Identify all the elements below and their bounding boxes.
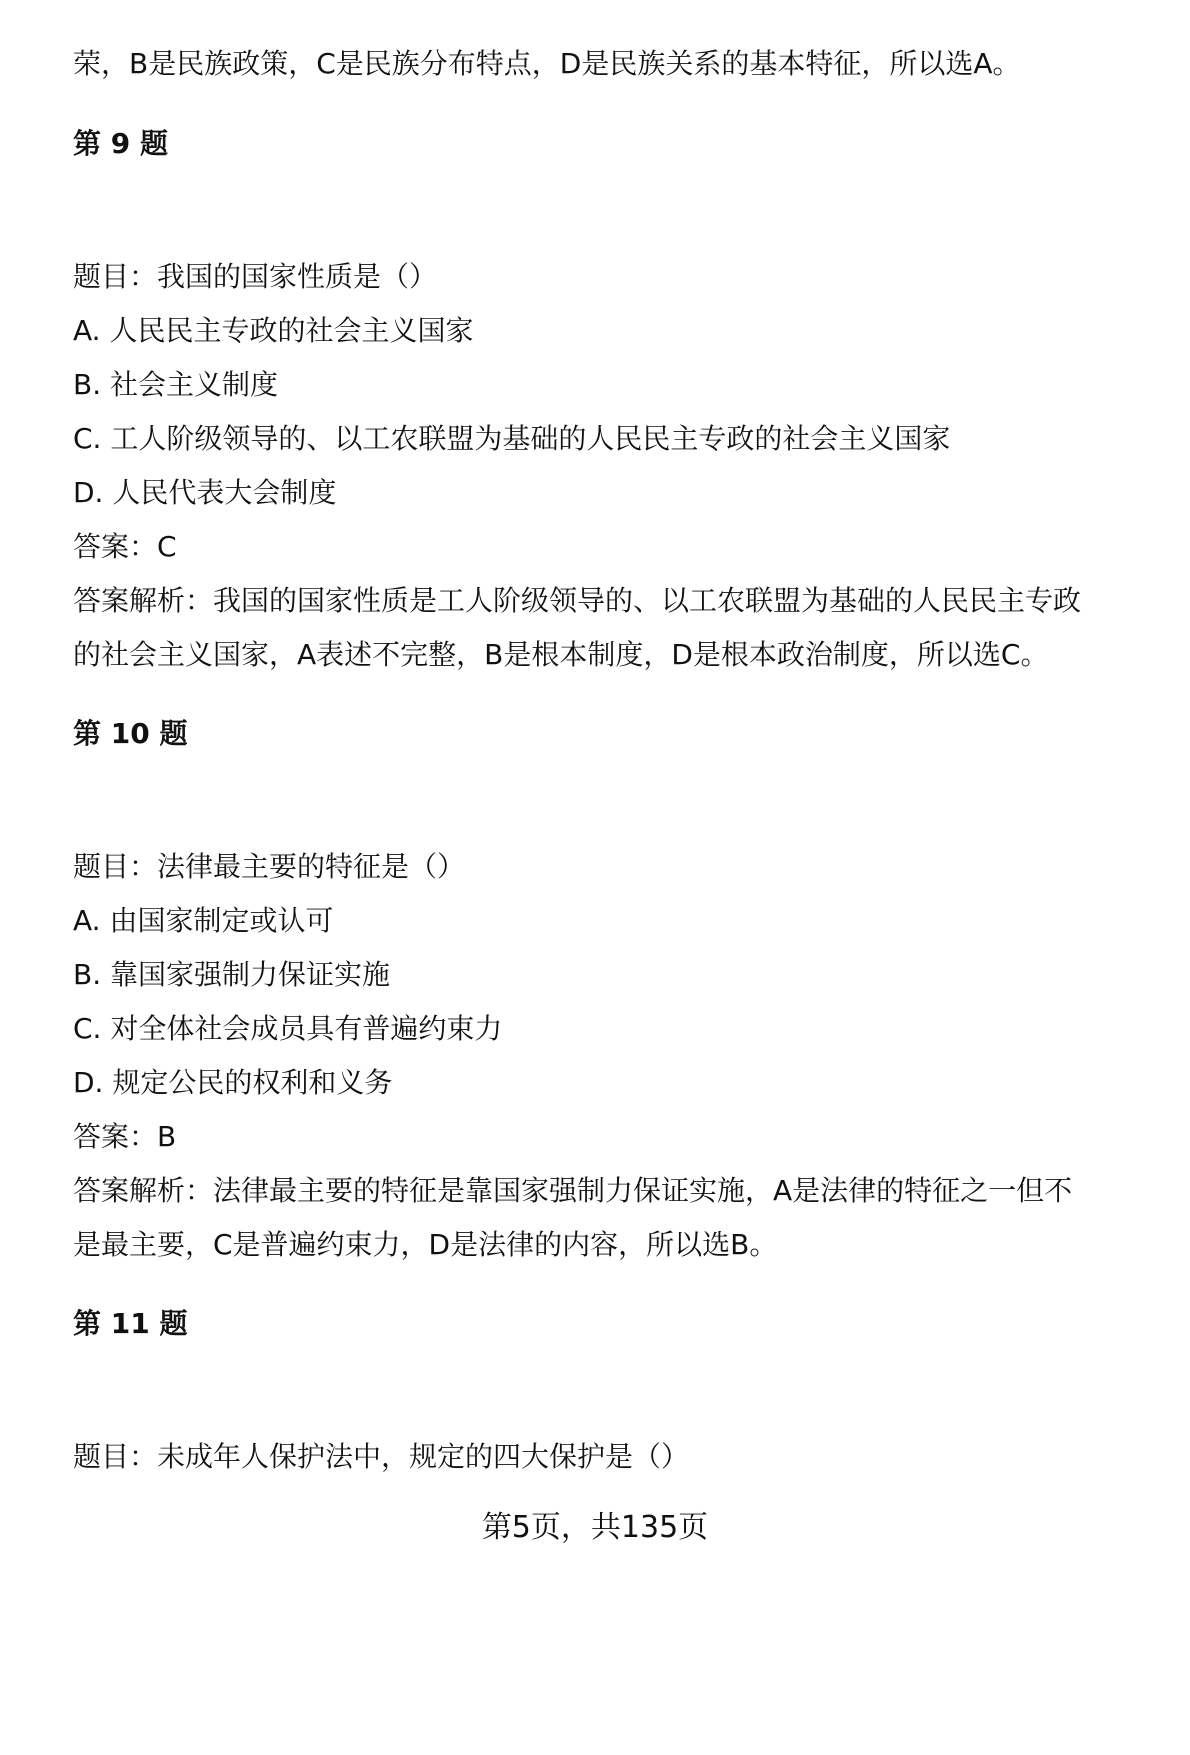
question-10-option-a: A. 由国家制定或认可 [73,904,334,937]
question-9-option-c: C. 工人阶级领导的、以工农联盟为基础的人民民主专政的社会主义国家 [73,422,951,455]
question-9-analysis-line-2: 的社会主义国家，A表述不完整，B是根本制度，D是根本政治制度，所以选C。 [73,638,1049,671]
question-9-analysis-line-1: 答案解析：我国的国家性质是工人阶级领导的、以工农联盟为基础的人民民主专政 [73,584,1082,617]
question-10-answer: 答案：B [73,1120,177,1153]
question-10-option-b: B. 靠国家强制力保证实施 [73,958,391,991]
question-11-text: 题目：未成年人保护法中，规定的四大保护是（） [73,1440,690,1473]
question-9-heading: 第 9 题 [73,127,168,160]
question-10-heading: 第 10 题 [73,717,188,750]
question-10-analysis-line-2: 是最主要，C是普遍约束力，D是法律的内容，所以选B。 [73,1228,778,1261]
question-9-option-b: B. 社会主义制度 [73,368,279,401]
question-9-answer: 答案：C [73,530,177,563]
question-10-option-c: C. 对全体社会成员具有普遍约束力 [73,1012,503,1045]
page-footer: 第5页，共135页 [481,1510,709,1545]
question-9-text: 题目：我国的国家性质是（） [73,260,438,293]
question-9-option-d: D. 人民代表大会制度 [73,476,337,509]
question-10-analysis-line-1: 答案解析：法律最主要的特征是靠国家强制力保证实施，A是法律的特征之一但不 [73,1174,1073,1207]
question-9-option-a: A. 人民民主专政的社会主义国家 [73,314,474,347]
continuation-text: 荣，B是民族政策，C是民族分布特点，D是民族关系的基本特征，所以选A。 [73,47,1021,80]
question-11-heading: 第 11 题 [73,1307,188,1340]
question-10-option-d: D. 规定公民的权利和义务 [73,1066,393,1099]
question-10-text: 题目：法律最主要的特征是（） [73,850,466,883]
